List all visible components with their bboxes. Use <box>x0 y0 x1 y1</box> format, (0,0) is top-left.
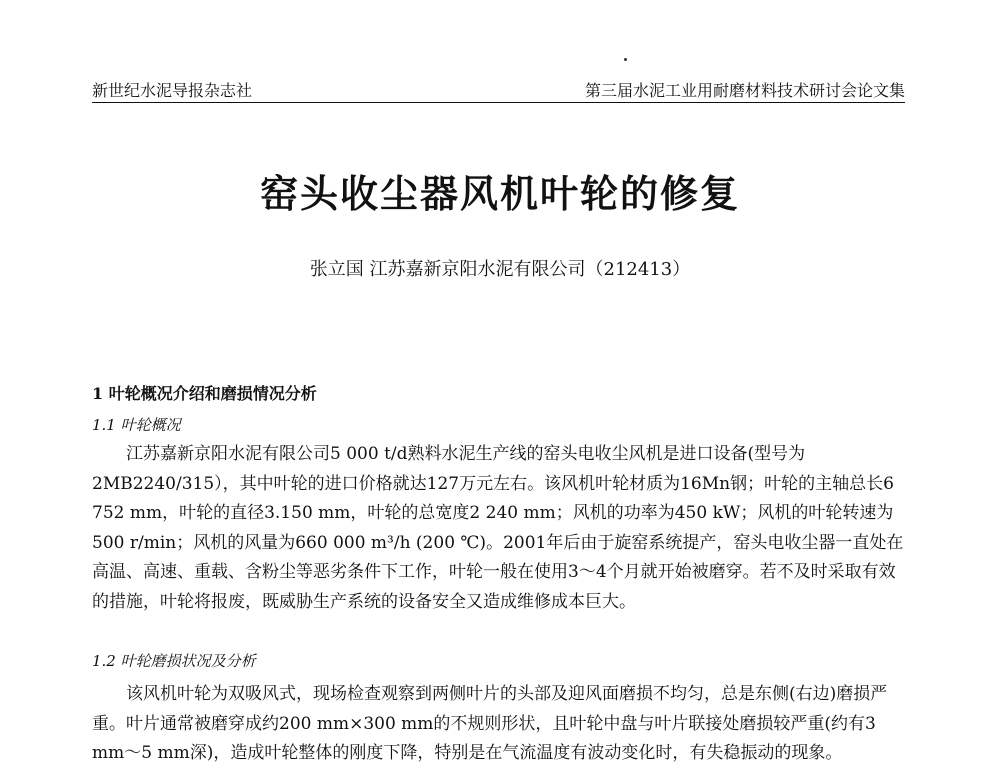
body-paragraph-1: 江苏嘉新京阳水泥有限公司5 000 t/d熟料水泥生产线的窑头电收尘风机是进口设备(型号为2MB2240/315），其中叶轮的进口价格就达127万元左右。该风机叶轮材质为16Mn钢；叶轮的主轴总长6 752 mm，叶轮的直径3.150 mm，叶轮的总宽度2 240 mm；风机的功率为450 kW；风机的叶轮转速为500 r/min；风机的风量为660 000 m³/h (200 ℃)。2001年后由于旋窑系统提产，窑头电收尘器一直处在高温、高速、重载、含粉尘等恶劣条件下工作，叶轮一般在使用3～4个月就开始被磨穿。若不及时采取有效的措施，叶轮将报废，既威胁生产系统的设备安全又造成维修成本巨大。 <box>92 444 904 612</box>
scan-speck <box>624 58 627 61</box>
section-heading-1: 1 叶轮概况介绍和磨损情况分析 <box>92 384 317 403</box>
journal-name: 新世纪水泥导报杂志社 <box>92 81 253 100</box>
author-affiliation: 张立国 江苏嘉新京阳水泥有限公司（212413） <box>309 259 691 280</box>
paper-title: 窑头收尘器风机叶轮的修复 <box>259 171 740 216</box>
proceedings-name: 第三届水泥工业用耐磨材料技术研讨会论文集 <box>584 81 905 100</box>
running-header <box>92 78 905 103</box>
subsection-heading-1-1: 1.1 叶轮概况 <box>92 416 181 434</box>
body-paragraph-2: 该风机叶轮为双吸风式，现场检查观察到两侧叶片的头部及迎风面磨损不均匀，总是东侧(右边)磨损严重。叶片通常被磨穿成约200 mm×300 mm的不规则形状，且叶轮中盘与叶片联接处磨损较严重(约有3 mm～5 mm深)，造成叶轮整体的刚度下降，特别是在气流温度有波动变化时，有失稳振动的现象。 <box>92 684 888 763</box>
subsection-heading-1-2: 1.2 叶轮磨损状况及分析 <box>92 652 256 670</box>
